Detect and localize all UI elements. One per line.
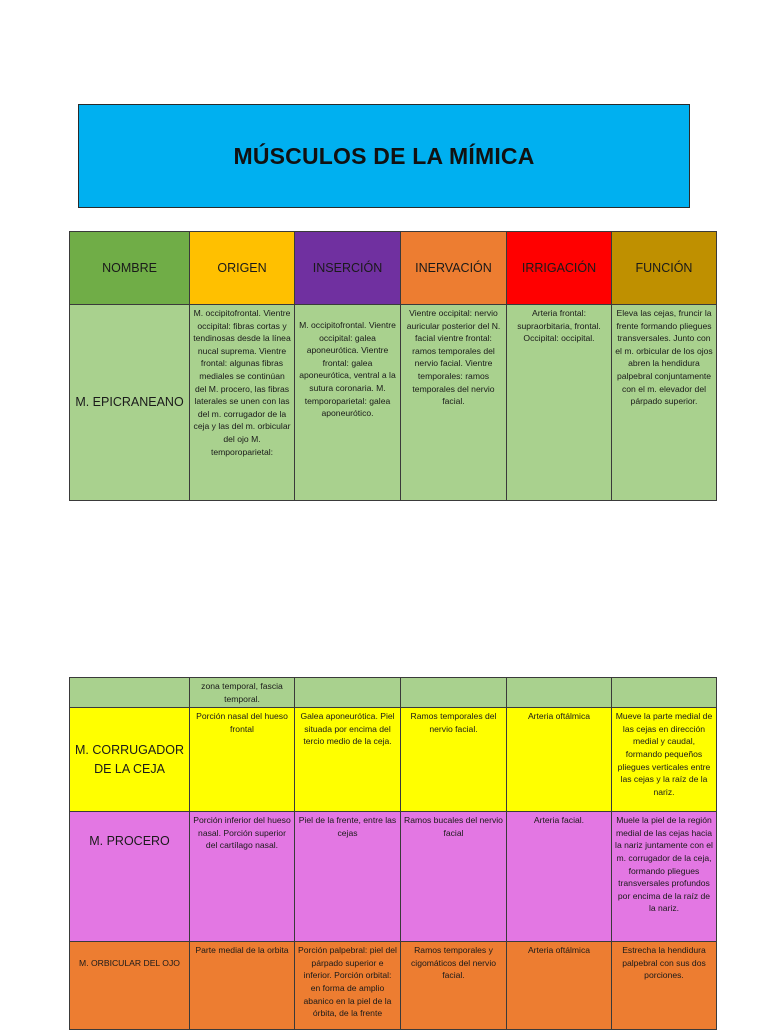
cell-origen-text: M. occipitofrontal. Vientre occipital: fibras cortas y tendinosas desde la línea nucal suprema. Vientre frontal: algunas fibras mediales se continúan del M. procero, las fibras laterales se unen con las del m. corrugador de la ceja y las del m. orbicular del ojo M. temporoparietal:: [193, 308, 291, 457]
cell-insercion: M. occipitofrontal. Vientre occipital: galea aponeurótica. Vientre frontal: galea aponeurótica, ventral a la sutura coronaria. M. temporoparietal: galea aponeurótico.: [295, 305, 401, 501]
cell-inervacion: [401, 678, 507, 708]
muscles-table-top: [69, 231, 717, 501]
cell-insercion-text: Porción palpebral: piel del párpado superior e inferior. Porción orbital: en forma de amplio abanico en la piel de la órbita, de la frente: [298, 945, 397, 1019]
cell-origen: Parte medial de la orbita: [190, 942, 295, 1030]
cell-inervacion: Vientre occipital: nervio auricular posterior del N. facial vientre frontal: ramos temporales del nervio facial. Vientre temporales: ramos temporales del nervio facial.: [401, 305, 507, 501]
muscles-table-bottom: [69, 677, 717, 1030]
cell-inervacion: Ramos temporales y cigomáticos del nervio facial.: [401, 942, 507, 1030]
cell-funcion: [612, 678, 717, 708]
cell-origen: [190, 305, 295, 501]
header-row: [70, 232, 717, 305]
table-row: [70, 942, 717, 1030]
cell-insercion: Galea aponeurótica. Piel situada por encima del tercio medio de la ceja.: [295, 708, 401, 812]
cell-inervacion: Ramos temporales del nervio facial.: [401, 708, 507, 812]
header-irrigacion: IRRIGACIÓN: [507, 232, 612, 305]
cell-nombre: [70, 678, 190, 708]
cell-insercion: [295, 678, 401, 708]
cell-origen: zona temporal, fascia temporal.: [190, 678, 295, 708]
cell-funcion: Estrecha la hendidura palpebral con sus dos porciones.: [612, 942, 717, 1030]
cell-insercion: [295, 942, 401, 1030]
cell-origen: Porción inferior del hueso nasal. Porción superior del cartílago nasal.: [190, 812, 295, 942]
cell-irrigacion: Arteria facial.: [507, 812, 612, 942]
cell-irrigacion: [507, 678, 612, 708]
header-nombre: NOMBRE: [70, 232, 190, 305]
cell-insercion: Piel de la frente, entre las cejas: [295, 812, 401, 942]
cell-origen: Porción nasal del hueso frontal: [190, 708, 295, 812]
table-row: [70, 678, 717, 708]
cell-nombre: M. PROCERO: [70, 812, 190, 942]
header-origen: ORIGEN: [190, 232, 295, 305]
cell-funcion: Mueve la parte medial de las cejas en dirección medial y caudal, formando pequeños pliegues verticales entre las cejas y la raíz de la nariz.: [612, 708, 717, 812]
title-banner: [78, 104, 690, 208]
cell-irrigacion: Arteria frontal: supraorbitaria, frontal. Occipital: occipital.: [507, 305, 612, 501]
cell-nombre: M. EPICRANEANO: [70, 305, 190, 501]
header-funcion: FUNCIÓN: [612, 232, 717, 305]
table-row: [70, 305, 717, 501]
cell-nombre: M. CORRUGADOR DE LA CEJA: [70, 708, 190, 812]
table-row: [70, 708, 717, 812]
cell-funcion: Eleva las cejas, fruncir la frente formando pliegues transversales. Junto con el m. orbicular de los ojos abren la hendidura palpebral conjuntamente con el m. elevador del párpado superior.: [612, 305, 717, 501]
header-insercion: INSERCIÓN: [295, 232, 401, 305]
cell-irrigacion: Arteria oftálmica: [507, 708, 612, 812]
page-title: MÚSCULOS DE LA MÍMICA: [233, 142, 535, 169]
table-row: [70, 812, 717, 942]
cell-inervacion: Ramos bucales del nervio facial: [401, 812, 507, 942]
cell-nombre: M. ORBICULAR DEL OJO: [70, 942, 190, 1030]
cell-irrigacion: Arteria oftálmica: [507, 942, 612, 1030]
header-inervacion: INERVACIÓN: [401, 232, 507, 305]
cell-funcion: Muele la piel de la región medial de las cejas hacia la nariz juntamente con el m. corrugador de la ceja, formando pliegues transversales profundos por encima de la raíz de la nariz.: [612, 812, 717, 942]
